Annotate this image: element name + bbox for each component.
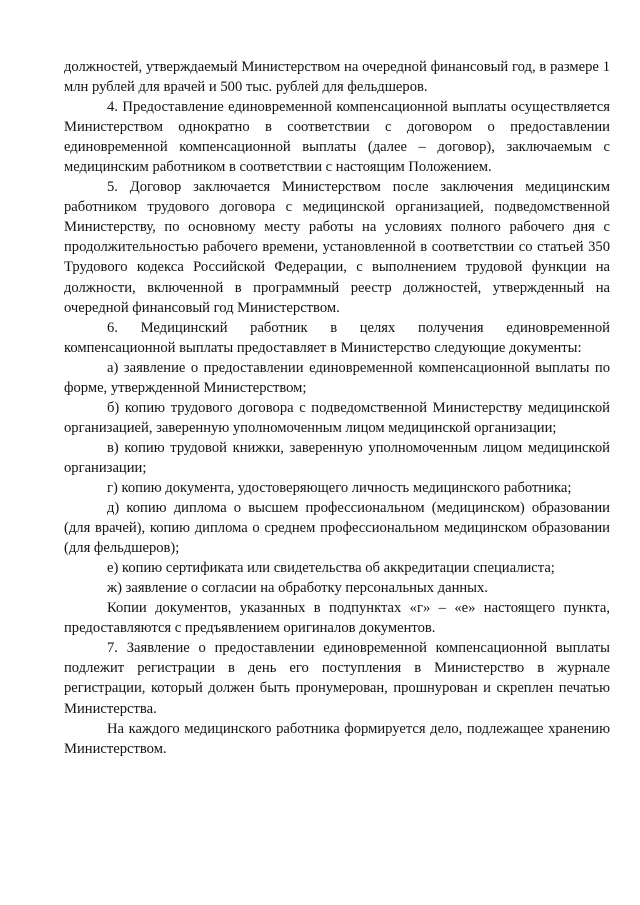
subitem-b: б) копию трудового договора с подведомственной Министерству медицинской организацией, заверенную уполномоченным лицом медицинской организации; <box>64 399 610 436</box>
paragraph-continuation: должностей, утверждаемый Министерством на очередной финансовый год, в размере 1 млн рублей для врачей и 500 тыс. рублей для фельдшеров. <box>64 59 610 96</box>
paragraph-item-5: 5. Договор заключается Министерством после заключения медицинским работником трудового договора с медицинской организацией, подведомственной Министерству, по основному месту работы на условиях полного рабочего дня с продолжительностью рабочего времени, установленной в соответствии со статьей 350 Трудового кодекса Российской Федерации, с выполнением трудовой функции на должности, включенной в программный реестр должностей, утвержденный на очередной финансовый год Министерством. <box>64 179 610 316</box>
subitem-e: е) копию сертификата или свидетельства об аккредитации специалиста; <box>107 560 555 577</box>
paragraph-item-4: 4. Предоставление единовременной компенсационной выплаты осуществляется Министерством однократно в соответствии с договором о предоставлении единовременной компенсационной выплаты (далее – договор), заключаемым с медицинским работником в соответствии с настоящим Положением. <box>64 99 610 176</box>
paragraph-item-7: 7. Заявление о предоставлении единовременной компенсационной выплаты подлежит регистрации в день его поступления в Министерство в журнале регистрации, который должен быть пронумерован, прошнурован и скреплен печатью Министерства. <box>64 640 610 717</box>
paragraph-copies-note: Копии документов, указанных в подпунктах «г» – «е» настоящего пункта, предоставляются с предъявлением оригиналов документов. <box>64 600 610 637</box>
subitem-zh: ж) заявление о согласии на обработку персональных данных. <box>107 580 488 597</box>
paragraph-item-6: 6. Медицинский работник в целях получения единовременной компенсационной выплаты предоставляет в Министерство следующие документы: <box>64 319 610 356</box>
subitem-v: в) копию трудовой книжки, заверенную уполномоченным лицом медицинской организации; <box>64 439 610 476</box>
subitem-a: а) заявление о предоставлении единовременной компенсационной выплаты по форме, утвержденной Министерством; <box>64 359 610 396</box>
subitem-g: г) копию документа, удостоверяющего личность медицинского работника; <box>107 479 572 496</box>
paragraph-personal-file: На каждого медицинского работника формируется дело, подлежащее хранению Министерством. <box>64 720 610 757</box>
document-page <box>64 57 610 759</box>
subitem-d: д) копию диплома о высшем профессиональном (медицинском) образовании (для врачей), копию диплома о среднем профессиональном медицинском образовании (для фельдшеров); <box>64 500 610 557</box>
